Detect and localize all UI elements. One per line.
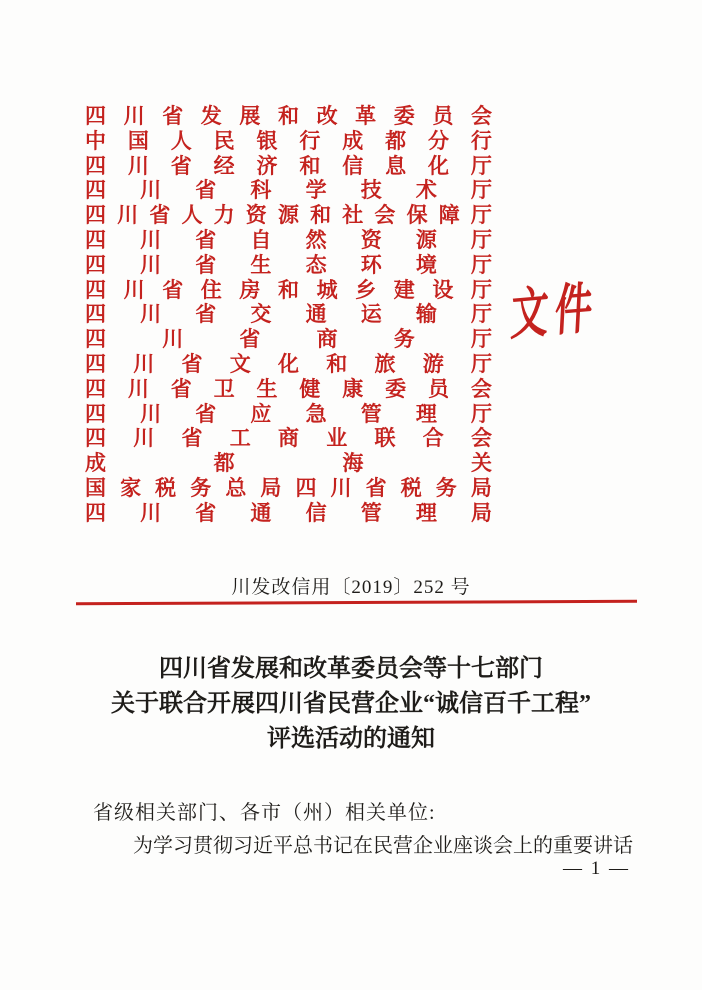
- salutation: 省级相关部门、各市（州）相关单位:: [93, 802, 436, 824]
- agency-name: 四 川 省 科 学 技 术 厅: [85, 178, 492, 203]
- document-label: 文件: [509, 276, 601, 347]
- agency-name: 中 国 人 民 银 行 成 都 分 行: [85, 128, 492, 153]
- agency-name: 四 川 省 工 商 业 联 合 会: [85, 426, 492, 451]
- agency-name: 四 川 省 通 信 管 理 局: [85, 500, 492, 525]
- agency-name: 四 川 省 自 然 资 源 厅: [85, 227, 492, 252]
- agency-name: 四 川 省 交 通 运 输 厅: [85, 302, 492, 327]
- agency-name: 四 川 省 应 急 管 理 厅: [85, 401, 492, 426]
- agency-name: 四 川 省 发 展 和 改 革 委 员 会: [85, 104, 492, 128]
- red-divider-line: [76, 600, 637, 605]
- agency-name: 四 川 省 住 房 和 城 乡 建 设 厅: [85, 277, 492, 302]
- title-line-2: 关于联合开展四川省民营企业“诚信百千工程”: [111, 691, 591, 717]
- agency-name: 四 川 省 卫 生 健 康 委 员 会: [85, 376, 492, 401]
- title-line-1: 四川省发展和改革委员会等十七部门: [159, 656, 543, 682]
- agency-name: 国 家 税 务 总 局 四 川 省 税 务 局: [85, 475, 492, 500]
- agency-name: 四 川 省 经 济 和 信 息 化 厅: [85, 153, 492, 178]
- body-paragraph: 为学习贯彻习近平总书记在民营企业座谈会上的重要讲话: [133, 835, 633, 857]
- agency-name: 四 川 省 生 态 环 境 厅: [85, 252, 492, 277]
- issuing-agencies-list: [85, 104, 492, 526]
- agency-name: 四 川 省 文 化 和 旅 游 厅: [85, 351, 492, 376]
- document-number: 川发改信用〔2019〕252 号: [231, 577, 471, 598]
- page-number: — 1 —: [563, 858, 630, 879]
- agency-name: 成 都 海 关: [85, 451, 492, 476]
- title-line-3: 评选活动的通知: [267, 726, 435, 752]
- agency-name: 四 川 省 商 务 厅: [85, 327, 492, 352]
- document-title: [0, 652, 702, 757]
- agency-name: 四 川 省 人 力 资 源 和 社 会 保 障 厅: [85, 203, 492, 228]
